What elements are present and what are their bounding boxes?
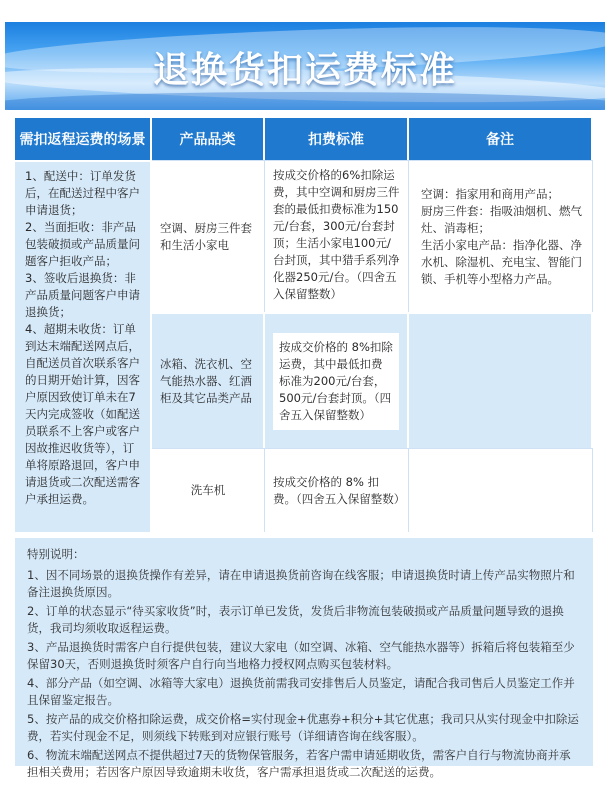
note-paragraph: 6、物流末端配送网点不提供超过7天的货物保管服务，若客户需申请延期收货，需客户自行与物流协商并承担相关费用；若因客户原因导致逾期未收货，客户需承担退货或二次配送的运费。 <box>27 748 571 779</box>
standard-cell-wrapper <box>265 312 409 448</box>
note-paragraph: 3、产品退换货时需客户自行提供包装，建议大家电（如空调、冰箱、空气能热水器等）拆箱后将包装箱至少保留30天，否则退换货时须客户自行向当地格力授权网点购买包装材料。 <box>27 640 575 671</box>
note-paragraph: 2、订单的状态显示“待买家收货”时，表示订单已发货，发货后非物流包装破损或产品质量问题导致的退换货，我司均须收取返程运费。 <box>27 604 564 635</box>
standard-cell: 按成交价格的6%扣除运费，其中空调和厨房三件套的最低扣费标准为150元/台套，300元/台套封顶；生活小家电100元/台封顶，其中猎手系列净化器250元/台。（四舍五入保留整数） <box>265 160 409 312</box>
wave-decoration <box>5 92 605 110</box>
note-cell <box>409 312 593 448</box>
header-note: 备注 <box>409 118 593 160</box>
note-cell: 空调：指家用和商用产品； 厨房三件套：指吸油烟机、燃气灶、消毒柜； 生活小家电产品：指净化器、净水机、除湿机、充电宝、智能门锁、手机等小型格力产品。 <box>409 160 593 312</box>
category-cell: 洗车机 <box>152 448 265 532</box>
special-notes <box>15 538 593 779</box>
notes-title: 特别说明： <box>27 547 85 561</box>
category-cell: 空调、厨房三件套和生活小家电 <box>152 160 265 312</box>
header-banner <box>5 22 605 110</box>
note-cell <box>409 448 593 532</box>
note-paragraph: 4、部分产品（如空调、冰箱等大家电）退换货前需我司安排售后人员鉴定，请配合我司售后人员鉴定工作并且保留鉴定报告。 <box>27 676 575 707</box>
header-standard: 扣费标准 <box>265 118 409 160</box>
note-paragraph: 5、按产品的成交价格扣除运费，成交价格=实付现金+优惠券+积分+其它优惠；我司只从实付现金中扣除运费，若实付现金不足，则须线下转账到对应银行账号（详细请咨询在线客服）。 <box>27 712 579 743</box>
fee-table <box>15 118 593 532</box>
note-paragraph: 1、因不同场景的退换货操作有差异，请在申请退换货前咨询在线客服；申请退换货时请上传产品实物照片和备注退换货原因。 <box>27 568 575 599</box>
scenario-cell: 1、配送中：订单发货后，在配送过程中客户申请退货； 2、当面拒收：非产品包装破损或产品质量问题客户拒收产品； 3、签收后退换货：非产品质量问题客户申请退换货； 4、超期未收货：订单到达末端配送网点后，自配送员首次联系客户的日期开始计算，因客户原因致使订单未在7天内完成签收（如配送员联系不上客户或客户因故推迟收货等），订单将原路退回，客户申请退货或二次配送需客户承担运费。 <box>15 160 152 532</box>
category-cell: 冰箱、洗衣机、空气能热水器、红酒柜及其它品类产品 <box>152 312 265 448</box>
header-scenario: 需扣返程运费的场景 <box>15 118 152 160</box>
page-title: 退换货扣运费标准 <box>152 50 457 91</box>
header-category: 产品品类 <box>152 118 265 160</box>
standard-cell: 按成交价格的 8%扣除运费，其中最低扣费标准为200元/台套，500元/台套封顶。（四舍五入保留整数） <box>273 333 399 430</box>
standard-cell: 按成交价格的 8% 扣费。（四舍五入保留整数） <box>265 448 409 532</box>
